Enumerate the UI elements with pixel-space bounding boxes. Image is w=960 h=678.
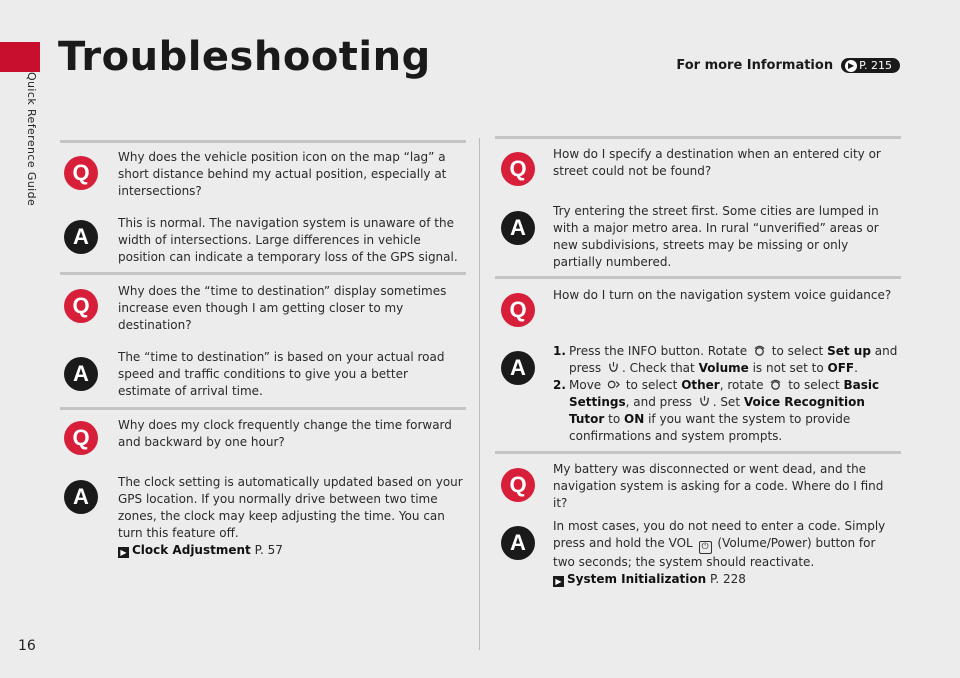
- separator: [60, 272, 466, 275]
- answer-icon: A: [501, 211, 535, 245]
- press-knob-icon: [607, 361, 620, 374]
- answer-icon: A: [501, 526, 535, 560]
- cross-reference-link[interactable]: [553, 571, 901, 588]
- page-number: 16: [18, 638, 36, 654]
- question-icon: Q: [64, 421, 98, 455]
- question-icon: Q: [64, 156, 98, 190]
- link-label: System Initialization: [567, 572, 707, 586]
- steps-list: [553, 343, 898, 445]
- answer-icon: A: [64, 357, 98, 391]
- step-item: 2. Move to select Other, rotate to select Basic Settings, and press . Set Voice Recognition Tutor to ON if you want the system to provide confirmations and system prompts.: [553, 378, 880, 443]
- more-info-link[interactable]: [676, 58, 900, 73]
- answer-icon: A: [501, 351, 535, 385]
- link-page: P. 57: [254, 543, 283, 557]
- question-text: Why does my clock frequently change the time forward and backward by one hour?: [118, 418, 452, 449]
- separator: [60, 140, 466, 143]
- separator: [495, 276, 901, 279]
- move-right-icon: [607, 378, 620, 391]
- question-text: How do I turn on the navigation system voice guidance?: [553, 288, 892, 302]
- page-ref-text: P. 215: [859, 59, 892, 72]
- link-label: Clock Adjustment: [132, 543, 251, 557]
- question-text: How do I specify a destination when an entered city or street could not be found?: [553, 147, 881, 178]
- question-text: My battery was disconnected or went dead, and the navigation system is asking for a code. Where do I find it?: [553, 462, 884, 510]
- answer-icon: A: [64, 220, 98, 254]
- arrow-right-icon: ▶: [118, 547, 129, 558]
- answer-text: In most cases, you do not need to enter a code. Simply press and hold the VOL ⏻ (Volume/Power) button for two seconds; the system should reactivate.: [553, 519, 886, 569]
- separator: [495, 451, 901, 454]
- answer-block: [553, 343, 898, 445]
- rotate-knob-icon: [753, 344, 766, 357]
- answer-text: Try entering the street first. Some cities are lumped in with a major metro area. In rural “unverified” areas or new subdivisions, streets may be missing or only partially numbered.: [553, 204, 879, 269]
- question-text: Why does the vehicle position icon on the map “lag” a short distance behind my actual position, especially at intersections?: [118, 150, 447, 198]
- page-title: Troubleshooting: [58, 34, 431, 80]
- sidebar-label: Quick Reference Guide: [25, 72, 38, 207]
- press-knob-icon: [698, 395, 711, 408]
- column-divider: [479, 138, 480, 650]
- rotate-knob-icon: [769, 378, 782, 391]
- cross-reference-link[interactable]: [118, 542, 463, 559]
- answer-text: The clock setting is automatically updated based on your GPS location. If you normally drive between two time zones, the clock may keep adjusting the time. You can turn this feature off.: [118, 475, 463, 540]
- more-info-label: For more Information: [676, 58, 834, 73]
- arrow-right-icon: ▶: [553, 576, 564, 587]
- question-text: Why does the “time to destination” display sometimes increase even though I am getting closer to my destination?: [118, 284, 447, 332]
- answer-text: This is normal. The navigation system is unaware of the width of intersections. Large differences in vehicle position can indicate a temporary loss of the GPS signal.: [118, 216, 458, 264]
- answer-icon: A: [64, 480, 98, 514]
- question-icon: Q: [501, 152, 535, 186]
- arrow-right-icon: ▶: [845, 60, 857, 72]
- question-icon: Q: [501, 293, 535, 327]
- question-icon: Q: [64, 289, 98, 323]
- section-tab: [0, 42, 40, 72]
- separator: [60, 407, 466, 410]
- step-item: 1. Press the INFO button. Rotate to select Set up and press . Check that Volume is not set to OFF.: [553, 344, 898, 375]
- page-ref-pill[interactable]: [841, 58, 900, 73]
- answer-block: [118, 474, 463, 559]
- answer-block: [553, 518, 901, 588]
- power-icon: ⏻: [699, 541, 712, 554]
- separator: [495, 136, 901, 139]
- link-page: P. 228: [710, 572, 746, 586]
- question-icon: Q: [501, 468, 535, 502]
- answer-text: The “time to destination” is based on your actual road speed and traffic conditions to give you a better estimate of arrival time.: [118, 350, 445, 398]
